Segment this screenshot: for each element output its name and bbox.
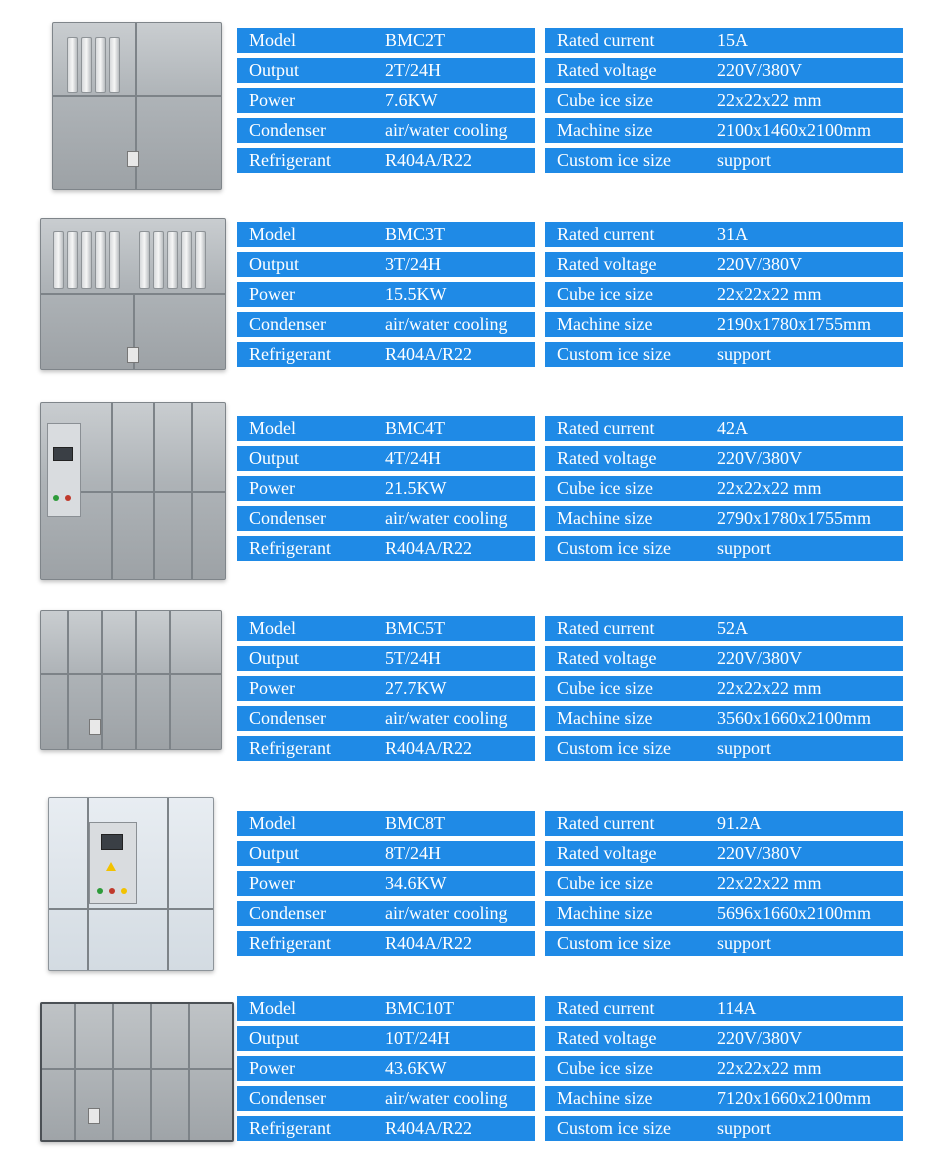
spec-row — [545, 1086, 903, 1111]
spec-label: Rated current — [557, 813, 655, 833]
spec-row — [545, 1026, 903, 1051]
spec-value: 7120x1660x2100mm — [717, 1088, 872, 1108]
spec-label: Machine size — [557, 1088, 653, 1108]
spec-row — [545, 646, 903, 671]
spec-row — [545, 28, 903, 53]
spec-value: 22x22x22 mm — [717, 90, 822, 110]
spec-value: 15.5KW — [385, 284, 447, 304]
spec-row — [237, 252, 535, 277]
spec-value: 43.6KW — [385, 1058, 447, 1078]
spec-value: air/water cooling — [385, 120, 508, 140]
spec-row — [545, 118, 903, 143]
machine-photo-bmc2t — [52, 22, 222, 190]
spec-row — [237, 312, 535, 337]
spec-label: Rated current — [557, 998, 655, 1018]
spec-value: 2T/24H — [385, 60, 441, 80]
spec-label: Machine size — [557, 314, 653, 334]
spec-label: Power — [249, 1058, 295, 1078]
spec-value: 220V/380V — [717, 843, 802, 863]
spec-label: Refrigerant — [249, 933, 331, 953]
spec-value: 220V/380V — [717, 1028, 802, 1048]
spec-value: 220V/380V — [717, 448, 802, 468]
spec-value: 4T/24H — [385, 448, 441, 468]
spec-row — [237, 222, 535, 247]
spec-value: 220V/380V — [717, 60, 802, 80]
spec-row — [545, 676, 903, 701]
spec-value: R404A/R22 — [385, 738, 473, 758]
spec-row — [237, 58, 535, 83]
spec-row — [545, 536, 903, 561]
spec-label: Condenser — [249, 120, 326, 140]
spec-row — [237, 28, 535, 53]
spec-value: 7.6KW — [385, 90, 438, 110]
spec-value: air/water cooling — [385, 903, 508, 923]
spec-row — [237, 1086, 535, 1111]
machine-photo-bmc3t — [40, 218, 226, 370]
spec-label: Rated current — [557, 618, 655, 638]
spec-row — [545, 252, 903, 277]
spec-value: 220V/380V — [717, 648, 802, 668]
spec-label: Model — [249, 224, 296, 244]
machine-photo-bmc4t — [40, 402, 226, 580]
spec-row — [237, 148, 535, 173]
spec-value: support — [717, 1118, 771, 1138]
spec-value: 34.6KW — [385, 873, 447, 893]
spec-label: Model — [249, 418, 296, 438]
spec-row — [237, 706, 535, 731]
spec-value: 2790x1780x1755mm — [717, 508, 872, 528]
spec-row — [237, 871, 535, 896]
spec-value: 8T/24H — [385, 843, 441, 863]
spec-row — [545, 506, 903, 531]
spec-value: 5696x1660x2100mm — [717, 903, 872, 923]
spec-label: Model — [249, 618, 296, 638]
spec-value: 5T/24H — [385, 648, 441, 668]
spec-value: BMC5T — [385, 618, 446, 638]
spec-row — [237, 416, 535, 441]
spec-row — [237, 616, 535, 641]
spec-label: Rated voltage — [557, 60, 657, 80]
spec-label: Output — [249, 648, 300, 668]
spec-label: Output — [249, 843, 300, 863]
spec-label: Machine size — [557, 708, 653, 728]
spec-value: 22x22x22 mm — [717, 1058, 822, 1078]
spec-label: Condenser — [249, 508, 326, 528]
spec-row — [237, 996, 535, 1021]
spec-value: 31A — [717, 224, 748, 244]
spec-row — [237, 1026, 535, 1051]
spec-row — [237, 506, 535, 531]
spec-row — [545, 1056, 903, 1081]
machine-photo-bmc10t — [40, 1002, 234, 1142]
spec-value: support — [717, 538, 771, 558]
spec-value: support — [717, 344, 771, 364]
spec-row — [545, 222, 903, 247]
spec-label: Cube ice size — [557, 678, 653, 698]
spec-label: Rated voltage — [557, 254, 657, 274]
spec-row — [545, 58, 903, 83]
spec-label: Rated current — [557, 224, 655, 244]
spec-label: Rated voltage — [557, 843, 657, 863]
spec-label: Model — [249, 30, 296, 50]
spec-value: 10T/24H — [385, 1028, 450, 1048]
spec-label: Refrigerant — [249, 538, 331, 558]
spec-value: 2100x1460x2100mm — [717, 120, 872, 140]
spec-row — [545, 616, 903, 641]
spec-label: Output — [249, 60, 300, 80]
spec-row — [237, 1116, 535, 1141]
spec-value: 22x22x22 mm — [717, 678, 822, 698]
spec-row — [545, 148, 903, 173]
spec-value: 42A — [717, 418, 748, 438]
spec-label: Condenser — [249, 708, 326, 728]
spec-row — [545, 996, 903, 1021]
spec-label: Custom ice size — [557, 344, 671, 364]
spec-value: R404A/R22 — [385, 1118, 473, 1138]
spec-label: Model — [249, 998, 296, 1018]
spec-row — [237, 88, 535, 113]
spec-label: Cube ice size — [557, 873, 653, 893]
spec-value: 15A — [717, 30, 748, 50]
spec-row — [545, 282, 903, 307]
spec-label: Custom ice size — [557, 538, 671, 558]
spec-value: BMC2T — [385, 30, 446, 50]
spec-label: Rated voltage — [557, 648, 657, 668]
spec-label: Machine size — [557, 903, 653, 923]
spec-row — [545, 342, 903, 367]
spec-value: BMC3T — [385, 224, 446, 244]
spec-value: 2190x1780x1755mm — [717, 314, 872, 334]
spec-row — [237, 536, 535, 561]
spec-label: Custom ice size — [557, 150, 671, 170]
spec-row — [237, 1056, 535, 1081]
spec-value: 27.7KW — [385, 678, 447, 698]
spec-value: air/water cooling — [385, 708, 508, 728]
spec-row — [237, 931, 535, 956]
spec-row — [545, 901, 903, 926]
spec-value: BMC4T — [385, 418, 446, 438]
spec-value: support — [717, 150, 771, 170]
spec-label: Power — [249, 478, 295, 498]
spec-value: BMC10T — [385, 998, 455, 1018]
spec-label: Power — [249, 284, 295, 304]
spec-row — [237, 676, 535, 701]
spec-label: Output — [249, 448, 300, 468]
spec-row — [545, 811, 903, 836]
spec-row — [237, 901, 535, 926]
machine-photo-bmc8t — [48, 797, 214, 971]
spec-value: 91.2A — [717, 813, 762, 833]
spec-label: Machine size — [557, 508, 653, 528]
spec-label: Condenser — [249, 1088, 326, 1108]
spec-label: Custom ice size — [557, 738, 671, 758]
spec-row — [237, 811, 535, 836]
spec-row — [545, 416, 903, 441]
spec-row — [237, 736, 535, 761]
spec-value: 22x22x22 mm — [717, 478, 822, 498]
spec-value: R404A/R22 — [385, 344, 473, 364]
spec-label: Power — [249, 678, 295, 698]
spec-row — [545, 871, 903, 896]
spec-row — [545, 446, 903, 471]
spec-label: Rated current — [557, 30, 655, 50]
spec-row — [545, 736, 903, 761]
machine-photo-bmc5t — [40, 610, 222, 750]
spec-value: air/water cooling — [385, 314, 508, 334]
spec-label: Cube ice size — [557, 1058, 653, 1078]
spec-label: Output — [249, 254, 300, 274]
spec-row — [545, 88, 903, 113]
spec-row — [545, 931, 903, 956]
spec-value: R404A/R22 — [385, 538, 473, 558]
spec-label: Power — [249, 873, 295, 893]
spec-value: support — [717, 933, 771, 953]
spec-row — [545, 706, 903, 731]
spec-value: 22x22x22 mm — [717, 873, 822, 893]
spec-label: Refrigerant — [249, 738, 331, 758]
spec-value: R404A/R22 — [385, 933, 473, 953]
spec-row — [545, 1116, 903, 1141]
spec-label: Cube ice size — [557, 478, 653, 498]
spec-label: Refrigerant — [249, 1118, 331, 1138]
spec-label: Power — [249, 90, 295, 110]
spec-value: 52A — [717, 618, 748, 638]
spec-row — [545, 841, 903, 866]
spec-row — [237, 118, 535, 143]
spec-label: Custom ice size — [557, 1118, 671, 1138]
spec-label: Rated voltage — [557, 448, 657, 468]
spec-value: air/water cooling — [385, 508, 508, 528]
spec-value: 220V/380V — [717, 254, 802, 274]
spec-label: Condenser — [249, 903, 326, 923]
spec-row — [237, 841, 535, 866]
spec-value: support — [717, 738, 771, 758]
spec-value: 3T/24H — [385, 254, 441, 274]
spec-value: BMC8T — [385, 813, 446, 833]
spec-value: 3560x1660x2100mm — [717, 708, 872, 728]
spec-row — [545, 476, 903, 501]
spec-label: Refrigerant — [249, 344, 331, 364]
spec-label: Condenser — [249, 314, 326, 334]
spec-label: Custom ice size — [557, 933, 671, 953]
spec-row — [237, 282, 535, 307]
spec-label: Refrigerant — [249, 150, 331, 170]
spec-row — [237, 476, 535, 501]
spec-row — [237, 646, 535, 671]
spec-label: Machine size — [557, 120, 653, 140]
spec-label: Rated current — [557, 418, 655, 438]
spec-label: Output — [249, 1028, 300, 1048]
spec-label: Rated voltage — [557, 1028, 657, 1048]
spec-row — [237, 446, 535, 471]
spec-label: Cube ice size — [557, 284, 653, 304]
spec-value: air/water cooling — [385, 1088, 508, 1108]
spec-value: 114A — [717, 998, 757, 1018]
spec-row — [237, 342, 535, 367]
spec-value: R404A/R22 — [385, 150, 473, 170]
spec-value: 22x22x22 mm — [717, 284, 822, 304]
spec-label: Cube ice size — [557, 90, 653, 110]
spec-row — [545, 312, 903, 337]
spec-label: Model — [249, 813, 296, 833]
spec-value: 21.5KW — [385, 478, 447, 498]
